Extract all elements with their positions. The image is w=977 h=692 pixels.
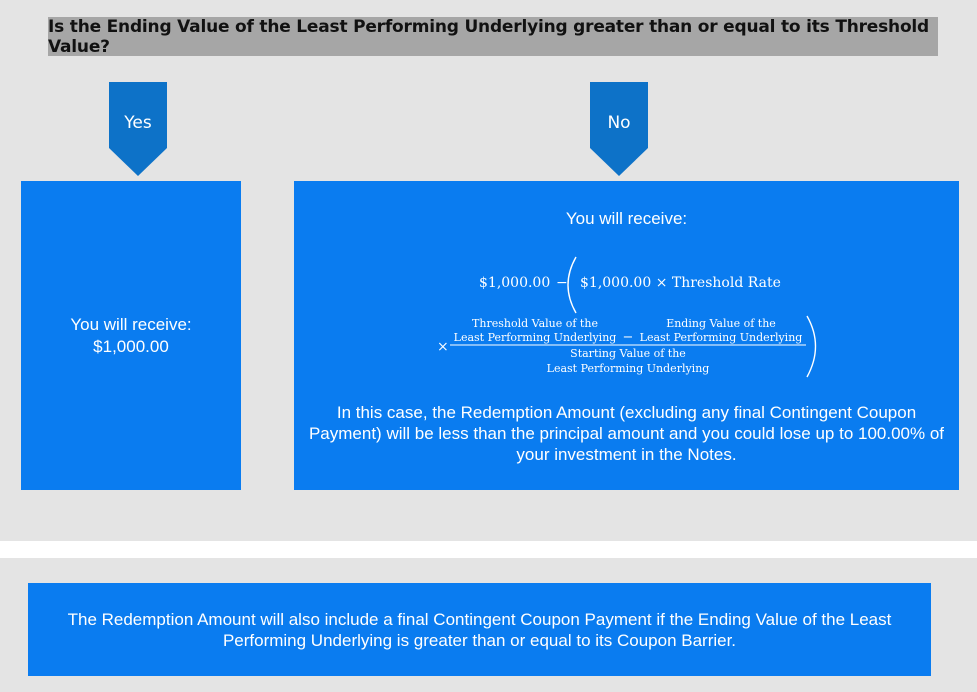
numerator-b-line1: Ending Value of the bbox=[666, 317, 776, 330]
formula-minus: − bbox=[556, 275, 568, 291]
no-outcome-box bbox=[294, 181, 959, 490]
coupon-note-text: The Redemption Amount will also include a final Contingent Coupon Payment if the Ending Value of the Least Performing Underlying is greater than or equal to its Coupon Barrier. bbox=[67, 609, 892, 650]
yes-arrow bbox=[109, 82, 167, 176]
formula-times: × bbox=[437, 339, 449, 355]
numerator-a-line2: Least Performing Underlying bbox=[453, 331, 617, 344]
question-banner bbox=[48, 17, 938, 56]
yes-label: Yes bbox=[124, 113, 152, 133]
question-text: Is the Ending Value of the Least Performing Underlying greater than or equal to its Threshold Value? bbox=[48, 16, 930, 57]
yes-outcome-line1: You will receive: bbox=[70, 314, 192, 334]
coupon-note-box bbox=[28, 583, 931, 676]
formula-principal: $1,000.00 bbox=[479, 275, 551, 291]
panel-divider bbox=[0, 541, 977, 558]
no-outcome-explanation: In this case, the Redemption Amount (excluding any final Contingent Coupon Payment) will be less than the principal amount and you could lose up to 100.00% of your investment in the Notes. bbox=[308, 403, 945, 464]
numerator-a-line1: Threshold Value of the bbox=[472, 317, 598, 330]
formula-open-paren bbox=[568, 257, 576, 313]
no-outcome-heading: You will receive: bbox=[565, 209, 688, 228]
no-label: No bbox=[607, 113, 631, 133]
formula-inner-term: $1,000.00 × Threshold Rate bbox=[580, 275, 781, 291]
yes-outcome-box bbox=[21, 181, 241, 490]
numerator-b-line2: Least Performing Underlying bbox=[639, 331, 803, 344]
numerator-minus: − bbox=[622, 330, 634, 345]
denominator-line2: Least Performing Underlying bbox=[546, 362, 710, 375]
yes-outcome-amount: $1,000.00 bbox=[93, 336, 169, 356]
no-arrow bbox=[590, 82, 648, 176]
formula-close-paren bbox=[807, 316, 816, 377]
denominator-line1: Starting Value of the bbox=[570, 347, 686, 360]
